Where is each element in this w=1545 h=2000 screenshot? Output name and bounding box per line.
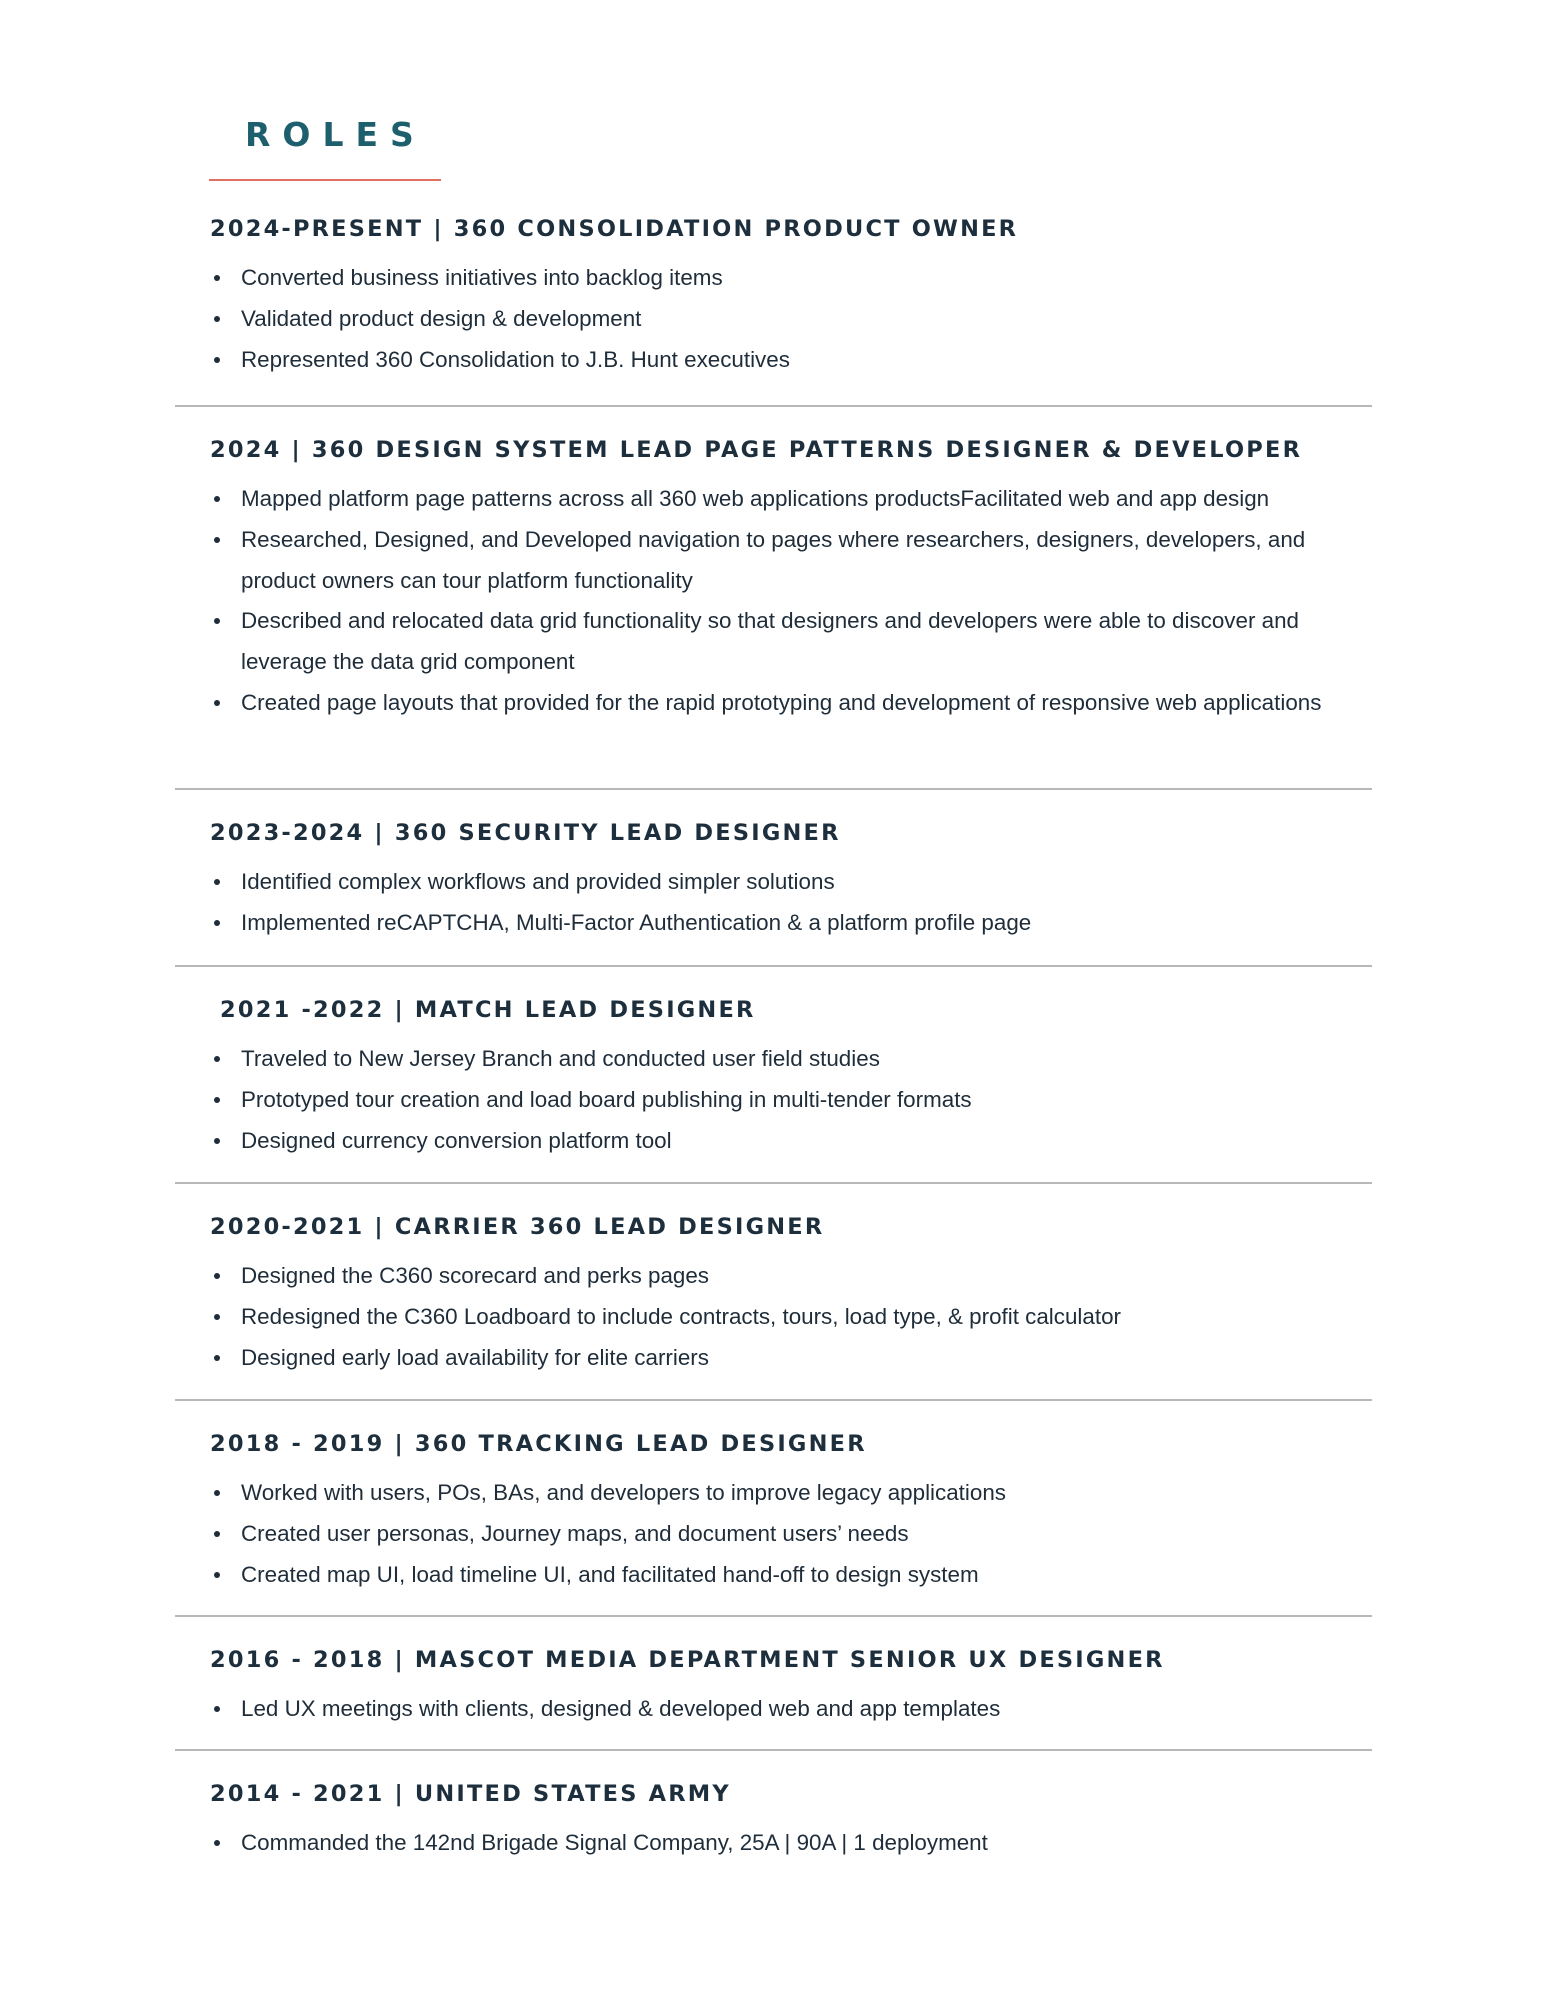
section-divider [175,1615,1372,1617]
bullet-item: Represented 360 Consolidation to J.B. Hunt executives [210,340,1380,381]
section-divider [175,1399,1372,1401]
role-bullets [210,479,1380,724]
role-section [210,1429,1380,1595]
bullet-item: Described and relocated data grid functionality so that designers and developers were able to discover and leverage the data grid component [210,601,1380,683]
bullet-item: Worked with users, POs, BAs, and developers to improve legacy applications [210,1473,1380,1514]
role-title: 2020-2021 | CARRIER 360 LEAD DESIGNER [210,1214,825,1240]
bullet-item: Mapped platform page patterns across all 360 web applications productsFacilitated web and app design [210,479,1380,520]
role-bullets [210,862,1380,944]
role-title: 2024-PRESENT | 360 CONSOLIDATION PRODUCT OWNER [210,216,1019,242]
role-bullets [210,1256,1380,1378]
bullet-item: Led UX meetings with clients, designed & developed web and app templates [210,1689,1380,1730]
heading-underline [209,179,441,181]
role-section [210,214,1380,380]
bullet-item: Implemented reCAPTCHA, Multi-Factor Authentication & a platform profile page [210,903,1380,944]
role-section [210,995,1380,1161]
role-title: 2014 - 2021 | UNITED STATES ARMY [210,1781,731,1807]
bullet-item: Identified complex workflows and provided simpler solutions [210,862,1380,903]
bullet-item: Designed early load availability for elite carriers [210,1338,1380,1379]
bullet-item: Validated product design & development [210,299,1380,340]
bullet-item: Created user personas, Journey maps, and document users’ needs [210,1514,1380,1555]
role-section [210,1779,1380,1864]
bullet-item: Commanded the 142nd Brigade Signal Company, 25A | 90A | 1 deployment [210,1823,1380,1864]
bullet-item: Converted business initiatives into backlog items [210,258,1380,299]
bullet-item: Researched, Designed, and Developed navigation to pages where researchers, designers, developers, and product owners can tour platform functionality [210,520,1380,602]
section-divider [175,788,1372,790]
role-section [210,435,1380,724]
bullet-item: Created page layouts that provided for the rapid prototyping and development of responsive web applications [210,683,1380,724]
roles-heading: ROLES [245,115,426,154]
section-divider [175,1749,1372,1751]
role-section [210,1645,1380,1730]
section-divider [175,1182,1372,1184]
bullet-item: Redesigned the C360 Loadboard to include contracts, tours, load type, & profit calculator [210,1297,1380,1338]
section-divider [175,965,1372,967]
role-title: 2024 | 360 DESIGN SYSTEM LEAD PAGE PATTERNS DESIGNER & DEVELOPER [210,437,1303,463]
bullet-item: Created map UI, load timeline UI, and facilitated hand-off to design system [210,1555,1380,1596]
role-bullets [210,1689,1380,1730]
role-title: 2016 - 2018 | MASCOT MEDIA DEPARTMENT SENIOR UX DESIGNER [210,1647,1165,1673]
role-title: 2021 -2022 | MATCH LEAD DESIGNER [210,997,756,1023]
bullet-item: Prototyped tour creation and load board publishing in multi-tender formats [210,1080,1380,1121]
role-bullets [210,258,1380,380]
bullet-item: Designed the C360 scorecard and perks pages [210,1256,1380,1297]
role-section [210,1212,1380,1378]
bullet-item: Designed currency conversion platform tool [210,1121,1380,1162]
role-section [210,818,1380,944]
role-bullets [210,1823,1380,1864]
role-title: 2018 - 2019 | 360 TRACKING LEAD DESIGNER [210,1431,867,1457]
role-bullets [210,1473,1380,1595]
role-title: 2023-2024 | 360 SECURITY LEAD DESIGNER [210,820,841,846]
bullet-item: Traveled to New Jersey Branch and conducted user field studies [210,1039,1380,1080]
section-divider [175,405,1372,407]
role-bullets [210,1039,1380,1161]
